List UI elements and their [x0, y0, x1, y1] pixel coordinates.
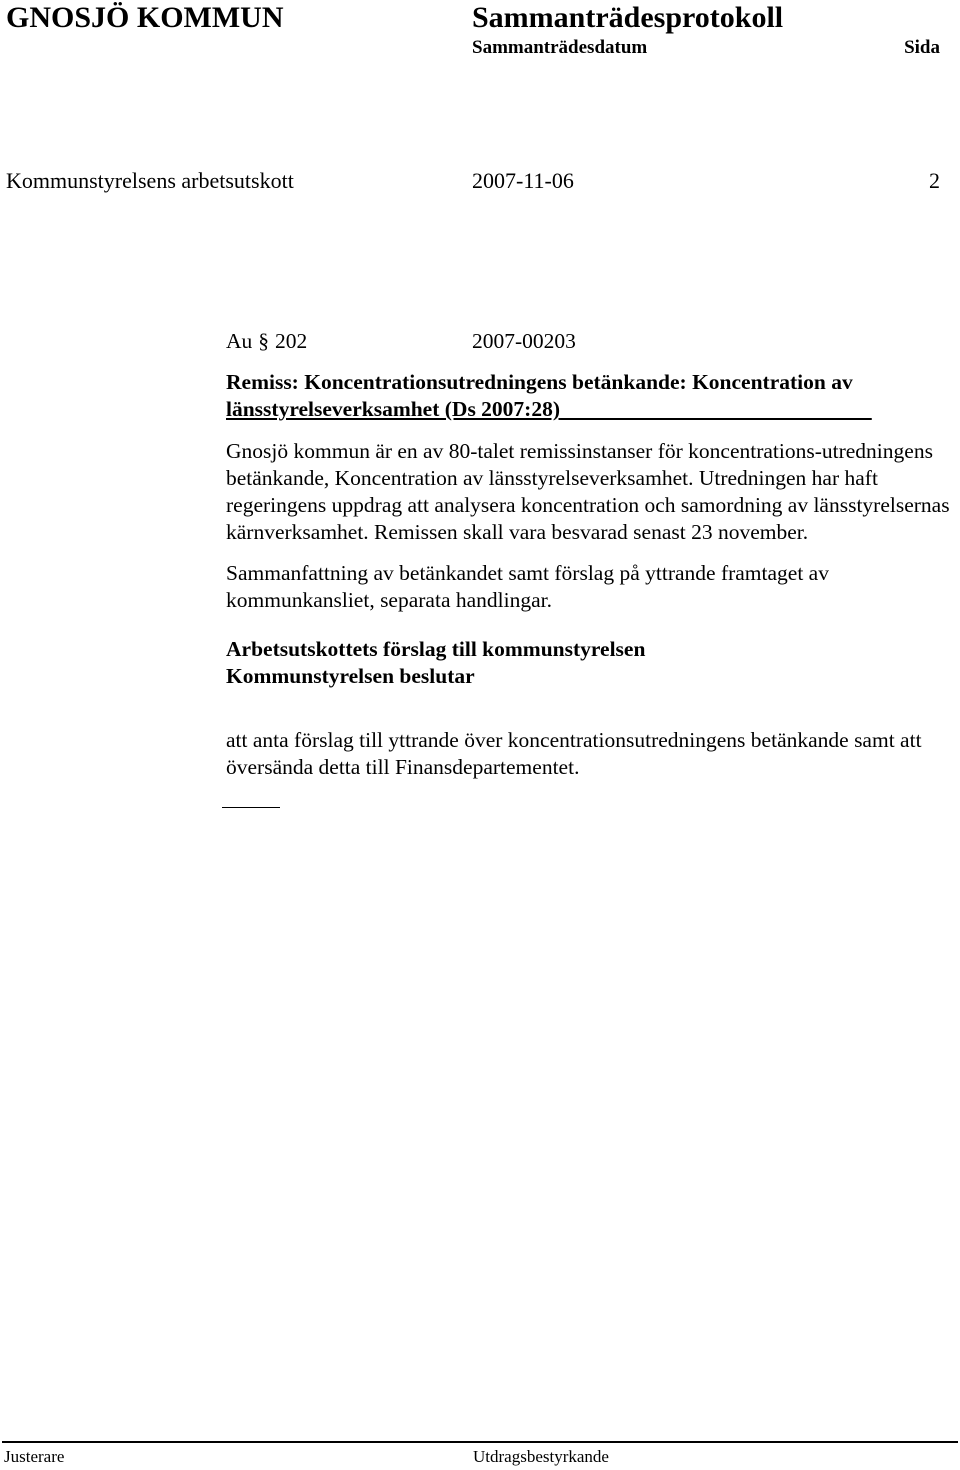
- page-label: Sida: [904, 37, 940, 58]
- meeting-date-label: Sammanträdesdatum: [472, 37, 648, 58]
- footer-divider: [2, 1441, 958, 1443]
- proposal-block: [226, 636, 956, 690]
- decision-text: att anta förslag till yttrande över koncentrationsutredningens betänkande samt att översända detta till Finansdepartementet.: [226, 728, 922, 779]
- utdrag-label: Utdragsbestyrkande: [473, 1447, 609, 1466]
- agenda-item: [226, 328, 956, 808]
- organization-name: GNOSJÖ KOMMUN: [6, 1, 284, 34]
- subject-line-1: Remiss: Koncentrationsutredningens betänkande: Koncentration av: [226, 370, 853, 394]
- subject-line-2: länsstyrelseverksamhet (Ds 2007:28): [226, 397, 561, 421]
- subject-line-2-wrap: [226, 396, 956, 423]
- committee-name: Kommunstyrelsens arbetsutskott: [6, 168, 294, 193]
- section-sign: §: [258, 329, 270, 353]
- case-reference-line: [226, 328, 956, 356]
- paragraph-reference: [226, 328, 472, 355]
- body-paragraph-2: Sammanfattning av betänkandet samt förslag på yttrande framtaget av kommunkansliet, separata handlingar.: [226, 561, 829, 612]
- justerare-label: Justerare: [4, 1447, 65, 1466]
- end-divider: [222, 807, 280, 808]
- subject-heading: [226, 369, 956, 423]
- case-number: 2007-00203: [472, 329, 576, 353]
- subject-underline-fill: [560, 397, 872, 421]
- decision-heading: Kommunstyrelsen beslutar: [226, 664, 475, 688]
- paragraph-number: 202: [275, 329, 308, 353]
- body-paragraph-1: Gnosjö kommun är en av 80-talet remissinstanser för koncentrations-utredningens betänkande, Koncentration av länsstyrelseverksamhet. Utredningen har haft regeringens uppdrag att analysera koncentration och samordning av länsstyrelsernas kärnverksamhet. Remissen skall vara besvarad senast 23 november.: [226, 439, 950, 544]
- page-number: 2: [929, 168, 940, 193]
- meeting-date: 2007-11-06: [472, 168, 574, 193]
- proposal-heading: Arbetsutskottets förslag till kommunstyrelsen: [226, 637, 646, 661]
- document-type: Sammanträdesprotokoll: [472, 1, 784, 34]
- paragraph-prefix: Au: [226, 329, 253, 353]
